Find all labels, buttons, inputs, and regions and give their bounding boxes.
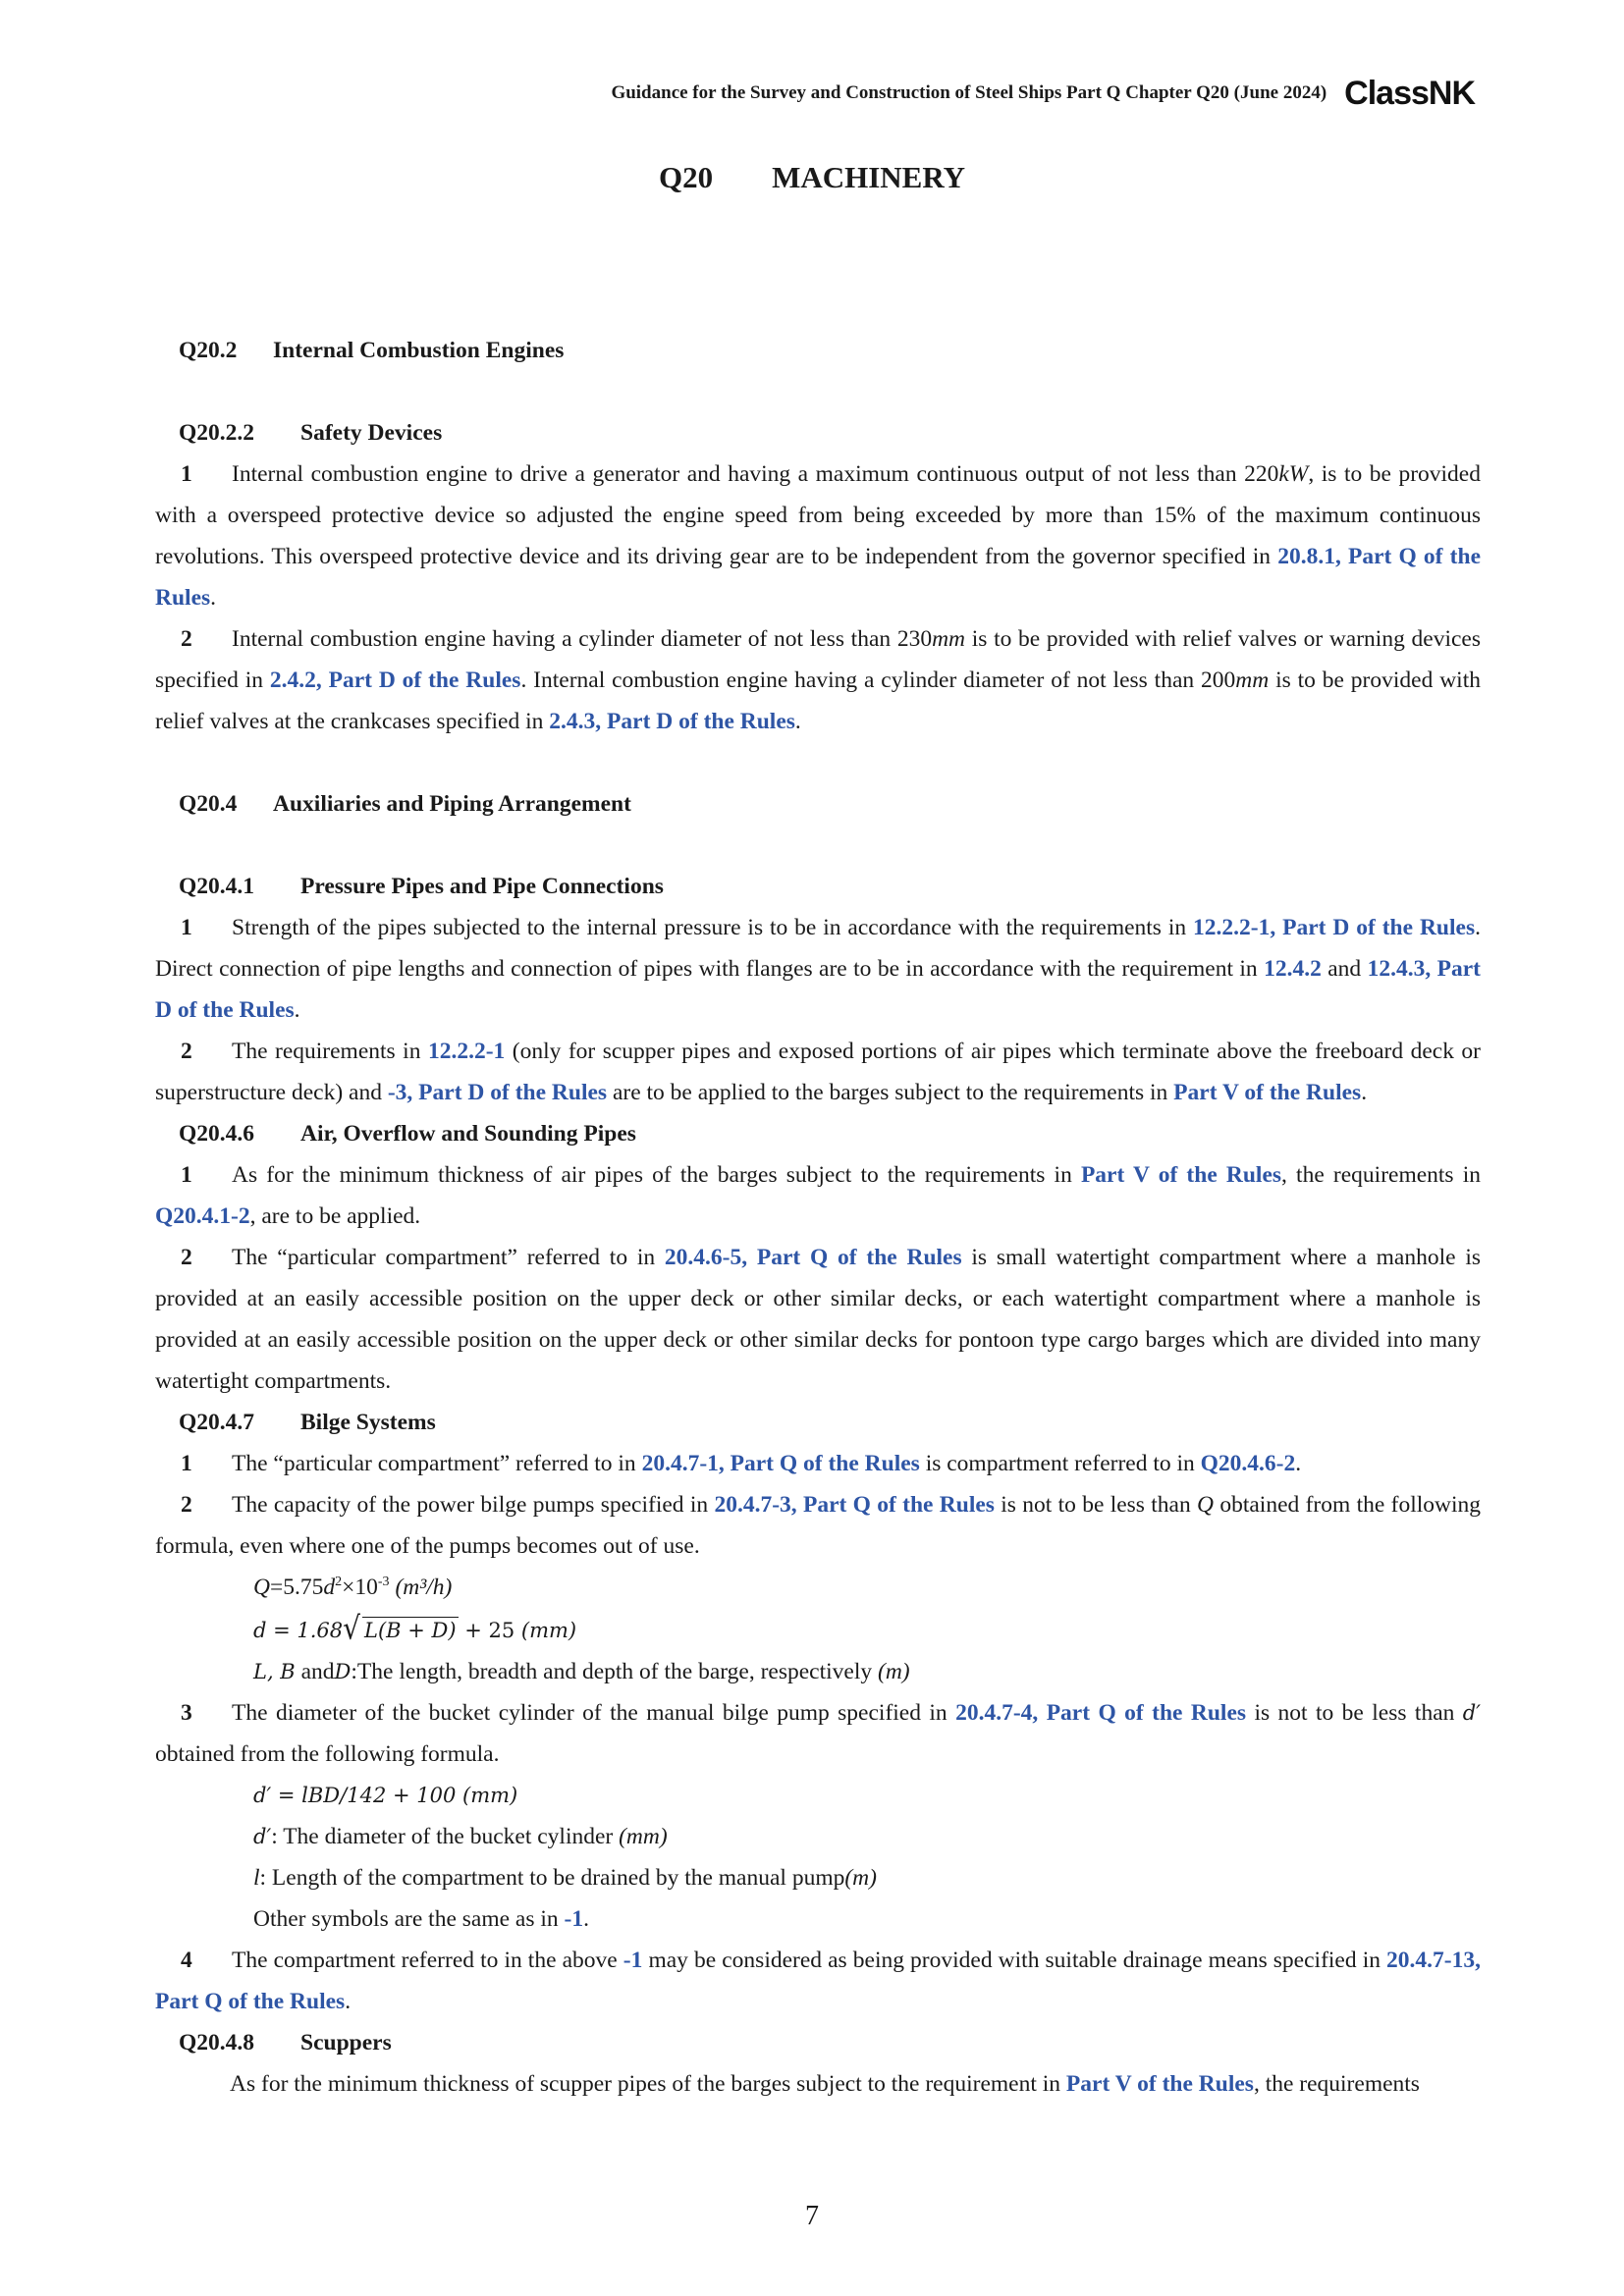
rule-link[interactable]: -3, Part D of the Rules bbox=[387, 1080, 608, 1105]
rule-link[interactable]: 20.8.1, Part Q of the Rules bbox=[155, 544, 1481, 611]
rule-link[interactable]: 20.4.6-5, Part Q of the Rules bbox=[664, 1245, 962, 1270]
subsection-heading-q20-4-8: Q20.4.8 Scuppers bbox=[179, 2030, 392, 2056]
rule-link[interactable]: Part V of the Rules bbox=[1065, 2071, 1254, 2097]
chapter-title bbox=[0, 160, 1624, 195]
page-number: 7 bbox=[805, 2201, 819, 2231]
square-root-icon: √ bbox=[343, 1609, 360, 1647]
paragraph-q20-4-6-1: 1 As for the minimum thickness of air pipes of the barges subject to the requirements in Part V of the Rules, the requirements in Q20.4.1-2, are to be applied. bbox=[155, 1162, 1481, 1229]
paragraph-q20-4-8: As for the minimum thickness of scupper pipes of the barges subject to the requirement in Part V of the Rules, the requirements bbox=[230, 2071, 1420, 2097]
paragraph-q20-4-1-1: 1 Strength of the pipes subjected to the internal pressure is to be in accordance with the requirements in 12.2.2-1, Part D of the Rules. Direct connection of pipe lengths and connection of pipes with flanges are to be in accordance with the requirement in 12.4.2 and 12.4.3, Part D of the Rules. bbox=[155, 915, 1481, 1023]
rule-link[interactable]: 12.2.2-1 bbox=[427, 1039, 506, 1064]
paragraph-q20-4-1-2: 2 The requirements in 12.2.2-1 (only for scupper pipes and exposed portions of air pipes which terminate above the freeboard deck or superstructure deck) and -3, Part D of the Rules are to be applied to the barges subject to the requirements in Part V of the Rules. bbox=[155, 1039, 1481, 1105]
rule-link[interactable]: -1 bbox=[564, 1906, 584, 1932]
section-heading-q20-4: Q20.4 Auxiliaries and Piping Arrangement bbox=[179, 791, 631, 817]
paragraph-q20-4-7-4: 4 The compartment referred to in the above -1 may be considered as being provided with suitable drainage means specified in 20.4.7-13, Part Q of the Rules. bbox=[155, 1948, 1481, 2014]
paragraph-q20-4-7-2: 2 The capacity of the power bilge pumps specified in 20.4.7-3, Part Q of the Rules is not to be less than Q obtained from the following formula, even where one of the pumps becomes out of use. bbox=[155, 1492, 1481, 1559]
subsection-heading-q20-2-2: Q20.2.2 Safety Devices bbox=[179, 420, 443, 446]
symbol-definition-lbd: L, B andD:The length, breadth and depth of the barge, respectively (m) bbox=[253, 1659, 910, 1684]
paragraph-q20-2-2-2: 2 Internal combustion engine having a cylinder diameter of not less than 230mm is to be provided with relief valves or warning devices specified in 2.4.2, Part D of the Rules. Internal combustion engine having a cylinder diameter of not less than 200mm is to be provided with relief valves at the crankcases specified in 2.4.3, Part D of the Rules. bbox=[155, 626, 1481, 734]
subsection-heading-q20-4-1: Q20.4.1 Pressure Pipes and Pipe Connections bbox=[179, 874, 664, 899]
classnk-logo: ClassNK bbox=[1344, 75, 1475, 112]
formula-suction-diameter: d = 1.68√ L(B + D) + 25 (mm) bbox=[155, 1608, 1481, 1651]
paragraph-q20-4-7-1: 1 The “particular compartment” referred to in 20.4.7-1, Part Q of the Rules is compartment referred to in Q20.4.6-2. bbox=[181, 1451, 1302, 1476]
chapter-number: Q20 bbox=[658, 160, 714, 194]
document-body bbox=[155, 330, 1481, 2105]
rule-link[interactable]: Q20.4.1-2 bbox=[155, 1203, 250, 1229]
symbol-definition-l: l : Length of the compartment to be drained by the manual pump (m) bbox=[253, 1865, 877, 1891]
rule-link[interactable]: 2.4.2, Part D of the Rules bbox=[269, 667, 521, 693]
rule-link[interactable]: Part V of the Rules bbox=[1080, 1162, 1282, 1188]
paragraph-q20-2-2-1: 1 Internal combustion engine to drive a generator and having a maximum continuous output of not less than 220kW, is to be provided with a overspeed protective device so adjusted the engine speed from being exceeded by more than 15% of the maximum continuous revolutions. This overspeed protective device and its driving gear are to be independent from the governor specified in 20.8.1, Part Q of the Rules. bbox=[155, 461, 1481, 611]
symbol-definition-d-prime: d′ : The diameter of the bucket cylinder (mm) bbox=[253, 1824, 668, 1849]
rule-link[interactable]: 12.4.2 bbox=[1264, 956, 1322, 982]
formula-bilge-capacity: $Q=5.75d^2\times 10^{-3}$ (m³/h) bbox=[253, 1575, 453, 1600]
other-symbols-note: Other symbols are the same as in -1. bbox=[253, 1906, 589, 1932]
rule-link[interactable]: Q20.4.6-2 bbox=[1200, 1451, 1296, 1476]
rule-link[interactable]: Part V of the Rules bbox=[1173, 1080, 1362, 1105]
rule-link[interactable]: 12.4.3, Part D of the Rules bbox=[155, 956, 1481, 1023]
paragraph-q20-4-7-3: 3 The diameter of the bucket cylinder of the manual bilge pump specified in 20.4.7-4, Part Q of the Rules is not to be less than d′ obtained from the following formula. bbox=[155, 1700, 1482, 1767]
header-title: Guidance for the Survey and Construction of Steel Ships Part Q Chapter Q20 (June 2024) bbox=[611, 82, 1327, 103]
rule-link[interactable]: 2.4.3, Part D of the Rules bbox=[549, 709, 795, 734]
rule-link[interactable]: 20.4.7-13, Part Q of the Rules bbox=[155, 1948, 1481, 2014]
rule-link[interactable]: 20.4.7-1, Part Q of the Rules bbox=[641, 1451, 920, 1476]
chapter-name: MACHINERY bbox=[772, 160, 966, 194]
paragraph-q20-4-6-2: 2 The “particular compartment” referred to in 20.4.6-5, Part Q of the Rules is small watertight compartment where a manhole is provided at an easily accessible position on the upper deck or other similar decks, or each watertight compartment where a manhole is provided at an easily accessible position on the upper deck or other similar decks for pontoon type cargo barges which are divided into many watertight compartments. bbox=[155, 1245, 1482, 1394]
formula-bucket-diameter: d′ = lBD/142 + 100 (mm) bbox=[253, 1784, 518, 1807]
page-header bbox=[611, 77, 1475, 110]
rule-link[interactable]: -1 bbox=[623, 1948, 643, 1973]
rule-link[interactable]: 20.4.7-4, Part Q of the Rules bbox=[955, 1700, 1247, 1726]
rule-link[interactable]: 12.2.2-1, Part D of the Rules bbox=[1193, 915, 1476, 940]
subsection-heading-q20-4-7: Q20.4.7 Bilge Systems bbox=[179, 1410, 436, 1435]
subsection-heading-q20-4-6: Q20.4.6 Air, Overflow and Sounding Pipes bbox=[179, 1121, 636, 1147]
rule-link[interactable]: 20.4.7-3, Part Q of the Rules bbox=[714, 1492, 995, 1518]
section-heading-q20-2: Q20.2 Internal Combustion Engines bbox=[179, 338, 565, 363]
